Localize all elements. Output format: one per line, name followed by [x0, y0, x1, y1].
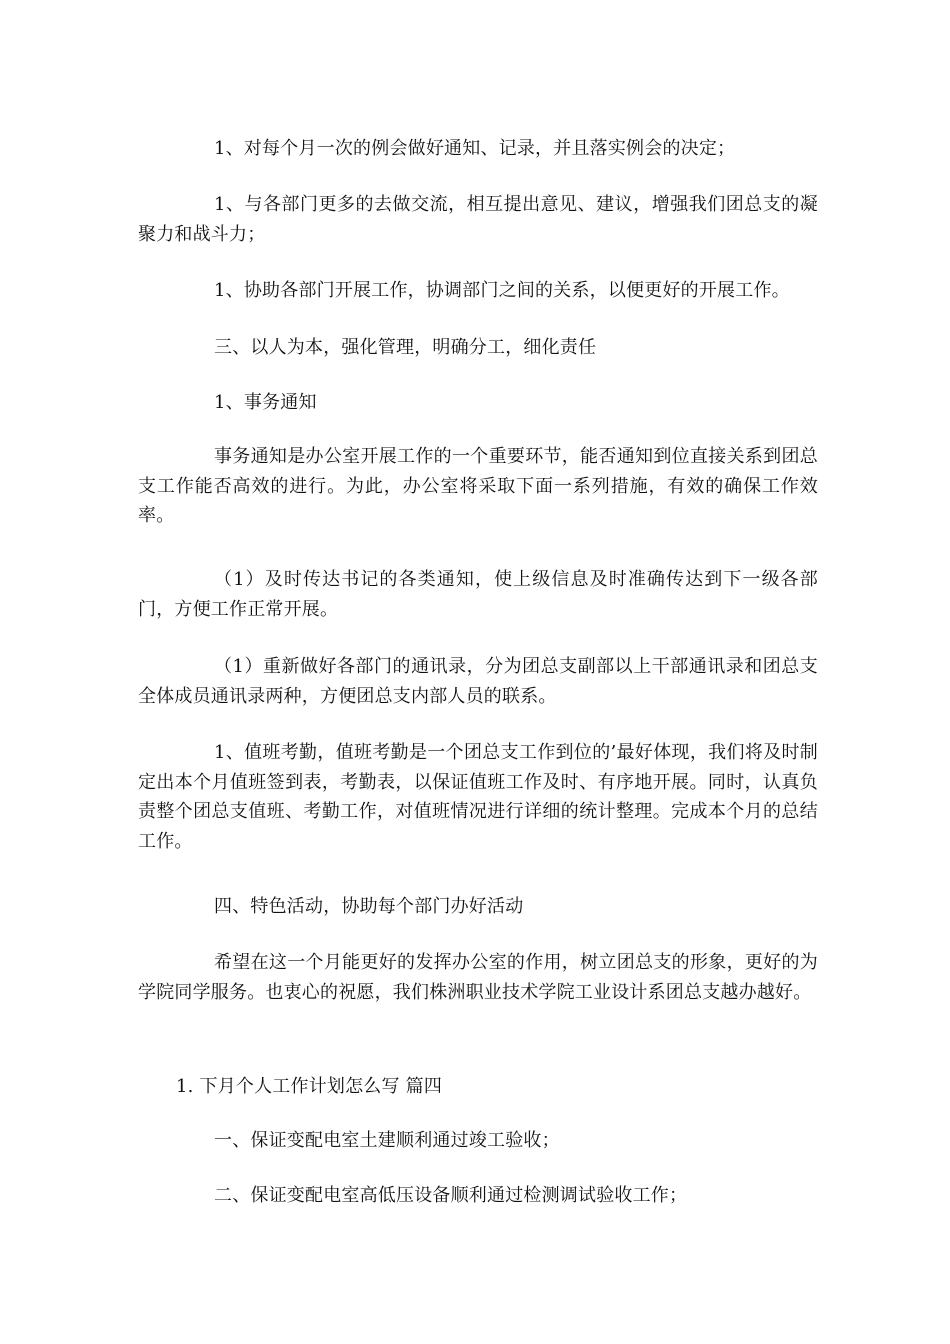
paragraph-meeting-notice: 1、对每个月一次的例会做好通知、记录，并且落实例会的决定； — [214, 138, 736, 159]
section-heading-four: 四、特色活动，协助每个部门办好活动 — [214, 896, 524, 917]
paragraph-assist-departments: 1、协助各部门开展工作，协调部门之间的关系，以便更好的开展工作。 — [214, 280, 790, 301]
article-heading-part-four: 1. 下月个人工作计划怎么写 篇四 — [176, 1076, 443, 1097]
paragraph-department-exchange: 1、与各部门更多的去做交流，相互提出意见、建议，增强我们团总支的凝聚力和战斗力； — [138, 194, 818, 245]
paragraph-duty-attendance: 1、值班考勤，值班考勤是一个团总支工作到位的’最好体现，我们将及时制定出本个月值班签到表，考勤表，以保证值班工作及时、有序地开展。同时，认真负责整个团总支值班、考勤工作，对值班情况进行详细的统计整理。完成本个月的总结工作。 — [138, 742, 818, 852]
subheading-affairs-notice: 1、事务通知 — [214, 392, 317, 413]
paragraph-affairs-notice: 事务通知是办公室开展工作的一个重要环节，能否通知到位直接关系到团总支工作能否高效的进行。为此，办公室将采取下面一系列措施，有效的确保工作效率。 — [138, 446, 818, 526]
paragraph-relay-notices: （1）及时传达书记的各类通知，使上级信息及时准确传达到下一级各部门，方便工作正常开展。 — [138, 569, 818, 620]
paragraph-contact-list: （1）重新做好各部门的通讯录，分为团总支副部以上干部通讯录和团总支全体成员通讯录两种，方便团总支内部人员的联系。 — [138, 656, 818, 707]
section-heading-three: 三、以人为本，强化管理，明确分工，细化责任 — [214, 337, 597, 358]
paragraph-civil-acceptance: 一、保证变配电室土建顺利通过竣工验收； — [214, 1130, 560, 1151]
paragraph-closing-wish: 希望在这一个月能更好的发挥办公室的作用，树立团总支的形象，更好的为学院同学服务。也衷心的祝愿，我们株洲职业技术学院工业设计系团总支越办越好。 — [138, 952, 818, 1003]
paragraph-equipment-acceptance: 二、保证变配电室高低压设备顺利通过检测调试验收工作； — [214, 1185, 688, 1206]
